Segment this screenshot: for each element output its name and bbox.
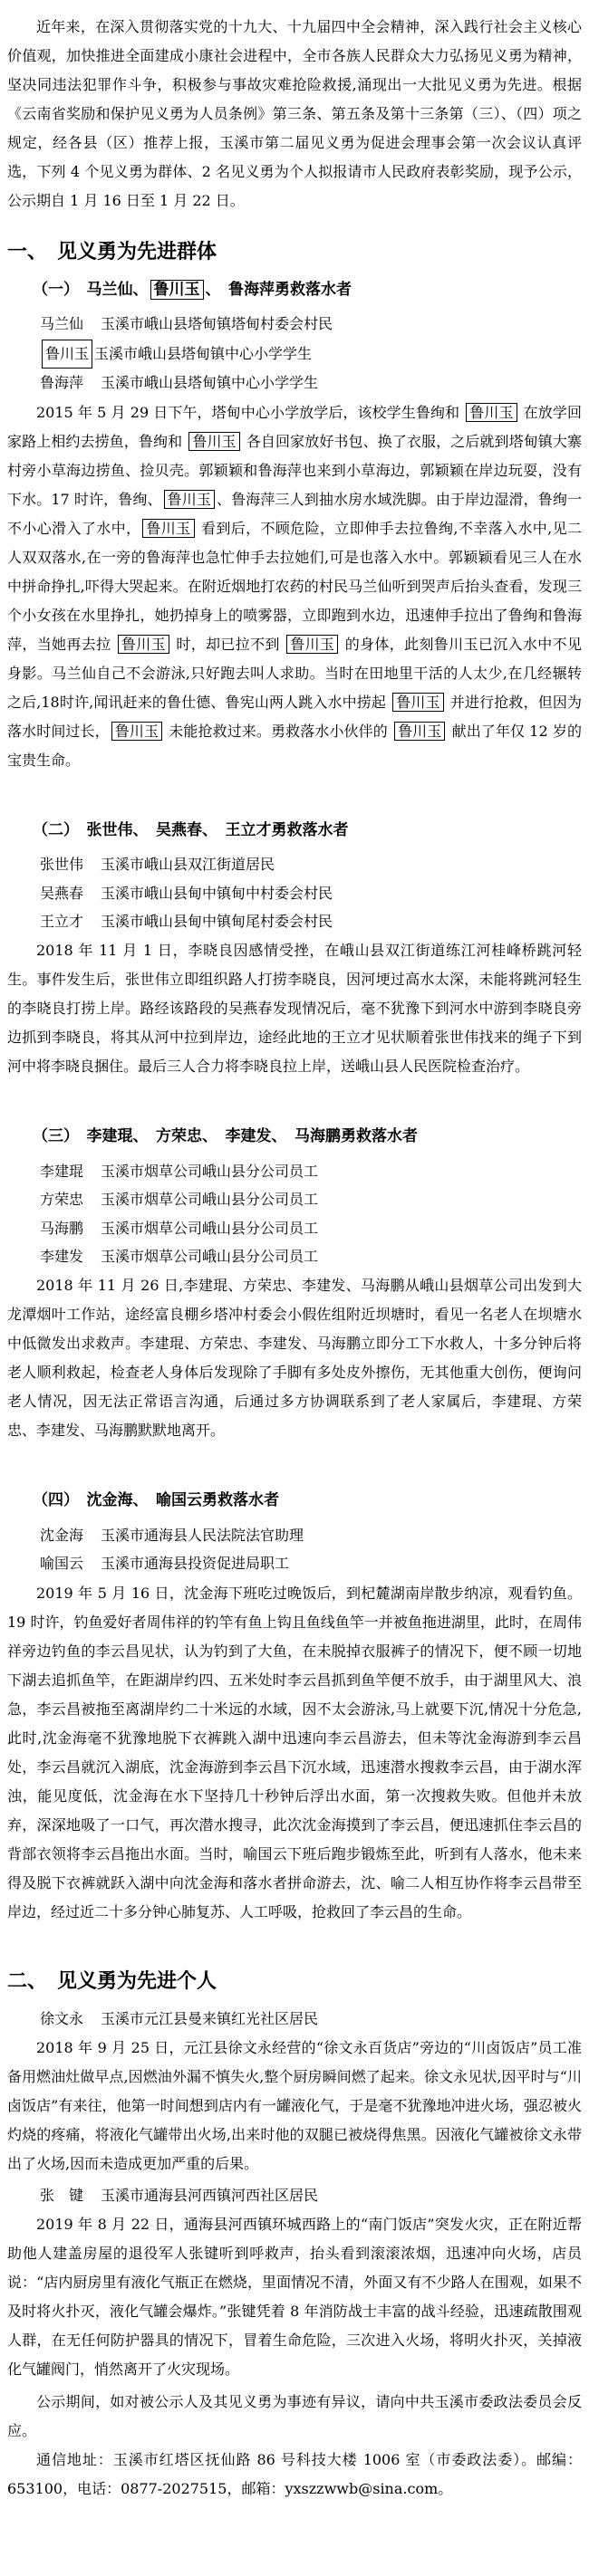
member-affiliation: 玉溪市烟草公司峨山县分公司员工: [101, 1191, 319, 1209]
group-4-member-list: [7, 1522, 582, 1578]
group-3: [7, 1123, 582, 1445]
member-affiliation: 玉溪市烟草公司峨山县分公司员工: [101, 1219, 319, 1237]
group-4-narrative: 2019 年 5 月 16 日，沈金海下班吃过晚饭后，到杞麓湖南岸散步纳凉，观看钓鱼。19 时许，钓鱼爱好者周伟祥的钓竿有鱼上钩且鱼线鱼竿一并被鱼拖进湖里，此时，在周伟祥旁边钓鱼的李云昌见状，认为钓到了大鱼，在未脱掉衣服裤子的情况下，便不顾一切地下湖去追抓鱼竿，在距湖岸约四、五米处时李云昌抓到鱼竿便不放手，由于湖里风大、浪急，李云昌被拖至离湖岸约二十米远的水域，因不太会游泳,马上就要下沉,情况十分危急,此时,沈金海毫不犹豫地脱下衣裤跳入湖中迅速向李云昌游去，但未等沈金海游到李云昌处，李云昌就沉入湖底，沈金海游到李云昌下沉水域，迅速潜水搜救李云昌，由于湖水浑浊，能见度低，沈金海在水下坚持几十秒钟后浮出水面，第一次搜救失败。但他并未放弃，深深地吸了一口气，再次潜水搜寻，此次沈金海摸到了李云昌，便迅速抓住李云昌的背部衣领将李云昌拖出水面。当时，喻国云下班后跑步锻炼至此，听到有人落水，他未来得及脱下衣裤就跃入湖中向沈金海和落水者拼命游去，沈、喻二人相互协作将李云昌带至岸边，经过近二十多分钟心肺复苏、人工呼吸，抢救回了李云昌的生命。: [7, 1584, 582, 1920]
member-affiliation: 玉溪市峨山县塔甸镇塔甸村委会村民: [101, 315, 333, 333]
member-name: 方荣忠: [40, 1191, 84, 1209]
group-3-narrative: 2018 年 11 月 26 日,李建琨、方荣忠、李建发、马海鹏从峨山县烟草公司出发到大龙潭烟叶工作站，途经富良棚乡塔冲村委会小假佐组附近坝塘时，看见一名老人在坝塘水中低微发出求救声。李建琨、方荣忠、李建发、马海鹏立即分工下水救人，十多分钟后将老人顺利救起，检查老人身体后发现除了手脚有多处皮外擦伤，无其他重大创伤，便询问老人情况，因无法正常语言沟通，后通过多方协调联系到了老人家属后，李建琨、方荣忠、李建发、马海鹏默默地离开。: [7, 1277, 582, 1440]
boxed-name: 鲁川玉: [466, 403, 517, 422]
member-row: [7, 908, 582, 935]
member-affiliation: 玉溪市通海县河西镇河西社区居民: [101, 2187, 319, 2205]
member-row: [7, 2006, 582, 2033]
member-row: [7, 311, 582, 338]
individual-1: [7, 2006, 582, 2179]
group-3-subheading: （三） 李建琨、 方荣忠、 李建发、 马海鹏勇救落水者: [33, 1127, 418, 1146]
group-2: [7, 817, 582, 1082]
member-row: [7, 1243, 582, 1270]
member-row: [7, 369, 582, 397]
group-2-member-list: [7, 851, 582, 935]
member-row: [7, 1522, 582, 1549]
member-row: [7, 1158, 582, 1185]
member-row: [7, 2182, 582, 2209]
member-affiliation: 玉溪市峨山县塔甸镇中心小学学生: [101, 374, 319, 392]
member-row: [7, 1215, 582, 1242]
group-1: [7, 276, 582, 775]
member-name: 马海鹏: [40, 1219, 84, 1237]
individual-2-narrative: 2019 年 8 月 22 日，通海县河西镇环城西路上的“南门饭店”突发火灾，正在附近帮助他人建盖房屋的退役军人张键听到呼救声，抬头看到滚滚浓烟，迅速冲向火场，店员说：“店内厨房里有液化气瓶正在燃烧，里面情况不清，外面又有不少路人在围观，如果不及时将火扑灭，液化气罐会爆炸。”张键凭着 8 年消防战士丰富的战斗经验，迅速疏散围观人群，在无任何防护器具的情况下，冒着生命危险，三次进入火场，将明火扑灭，关掉液化气罐阀门，悄然离开了火灾现场。: [7, 2216, 582, 2379]
member-name: 马兰仙: [40, 315, 84, 333]
group-1-subheading: （一） 马兰仙、 鲁川玉 、 鲁海萍勇救落水者: [33, 280, 352, 299]
member-name: 喻国云: [40, 1555, 84, 1573]
section-heading-individuals: 二、 见义勇为先进个人: [7, 1969, 217, 1993]
boxed-name: 鲁川玉: [164, 490, 215, 509]
member-affiliation: 玉溪市峨山县甸中镇甸尾村委会村民: [101, 912, 333, 930]
boxed-name: 鲁川玉: [142, 519, 194, 538]
member-affiliation: 玉溪市烟草公司峨山县分公司员工: [101, 1162, 319, 1180]
contact-paragraph: 通信地址：玉溪市红塔区抚仙路 86 号科技大楼 1006 室（市委政法委）。邮编：653100，电话：0877-2027515，邮箱：yxszzwwb@sina.com。: [7, 2451, 582, 2498]
intro-paragraph: 近年来，在深入贯彻落实党的十九大、十九届四中全会精神，深入践行社会主义核心价值观，加快推进全面建成小康社会进程中，全市各族人民群众大力弘扬见义勇为精神，坚决同违法犯罪作斗争，积极参与事故灾难抢险救援,涌现出一大批见义勇为先进。根据《云南省奖励和保护见义勇为人员条例》第三条、第五条及第十三条第（三）、（四）项之规定，经各县（区）推荐上报，玉溪市第二届见义勇为促进会理事会第一次会议认真评选，下列 4 个见义勇为群体、2 名见义勇为个人拟报请市人民政府表彰奖励，现予公示，公示期自 1 月 16 日至 1 月 22 日。: [7, 18, 582, 209]
member-name: 沈金海: [40, 1527, 84, 1545]
member-affiliation: 玉溪市峨山县甸中镇甸中村委会村民: [101, 884, 333, 902]
member-name: 李建发: [40, 1248, 84, 1266]
member-name: 张 键: [40, 2187, 84, 2205]
member-name: 鲁川玉: [42, 340, 92, 369]
member-affiliation: 玉溪市峨山县双江街道居民: [101, 856, 275, 874]
member-name: 王立才: [40, 912, 84, 930]
member-row: [7, 1186, 582, 1213]
member-name: 李建琨: [40, 1162, 84, 1180]
member-affiliation: 玉溪市峨山县塔甸镇中心小学学生: [94, 344, 313, 362]
boxed-name: 鲁川玉: [286, 635, 338, 654]
member-affiliation: 玉溪市元江县曼来镇红光社区居民: [101, 2009, 319, 2027]
group-1-member-list: [7, 311, 582, 397]
individual-2: [7, 2182, 582, 2384]
member-row: [7, 1550, 582, 1577]
member-affiliation: 玉溪市通海县投资促进局职工: [101, 1555, 290, 1573]
boxed-name: 鲁川玉: [394, 722, 445, 741]
member-row: [7, 880, 582, 907]
member-row: [7, 340, 582, 369]
member-name: 鲁海萍: [40, 374, 84, 392]
group-2-subheading: （二） 张世伟、 吴燕春、 王立才勇救落水者: [33, 820, 349, 839]
member-name: 吴燕春: [40, 884, 84, 902]
member-name: 徐文永: [40, 2009, 84, 2027]
group-4-subheading: （四） 沈金海、 喻国云勇救落水者: [33, 1491, 279, 1510]
individual-1-narrative: 2018 年 9 月 25 日，元江县徐文永经营的“徐文永百货店”旁边的“川卤饭店”员工准备用燃油灶做早点,因燃油外漏不慎失火,整个厨房瞬间燃了起来。徐文永见状,因平时与“川卤饭店”有来往，他第一时间想到店内有一罐液化气，于是毫不犹豫地冲进火场，强忍被火灼烧的疼痛，将液化气罐带出火场,出来时他的双腿已被烧得焦黑。因液化气罐被徐文永带出了火场,因而未造成更加严重的后果。: [7, 2039, 582, 2173]
group-3-member-list: [7, 1158, 582, 1271]
objection-paragraph: 公示期间，如对被公示人及其见义勇为事迹有异议，请向中共玉溪市委政法委员会反应。: [7, 2393, 582, 2440]
group-2-narrative: 2018 年 11 月 1 日，李晓良因感情受挫，在峨山县双江街道练江河桂峰桥跳河轻生。事件发生后，张世伟立即组织路人打捞李晓良，因河埂过高水太深，未能将跳河轻生的李晓良打捞上岸。路经该路段的吴燕春发现情况后，毫不犹豫下到河水中游到李晓良旁边抓到李晓良，将其从河中拉到岸边，途经此地的王立才见状顺着张世伟找来的绳子下到河中将李晓良捆住。最后三人合力将李晓良拉上岸，送峨山县人民医院检查治疗。: [7, 942, 582, 1076]
member-name: 张世伟: [40, 856, 84, 874]
boxed-name: 鲁川玉: [118, 635, 169, 654]
boxed-name: 鲁川玉: [392, 693, 443, 712]
member-affiliation: 玉溪市烟草公司峨山县分公司员工: [101, 1248, 319, 1266]
boxed-name: 鲁川玉: [150, 280, 204, 300]
boxed-name: 鲁川玉: [188, 432, 239, 451]
boxed-name: 鲁川玉: [111, 722, 162, 741]
member-affiliation: 玉溪市通海县人民法院法官助理: [101, 1527, 304, 1545]
group-1-narrative: 2015 年 5 月 29 日下午，塔甸中心小学放学后，该校学生鲁绚和 鲁川玉 在放学回家路上相约去捞鱼，鲁绚和 鲁川玉 各自回家放好书包、换了衣服，之后就到塔甸镇大寨村旁小草海边捞鱼、捡贝壳。郭颖颖和鲁海萍也来到小草海边，郭颖颖在岸边玩耍，没有下水。17 时许，鲁绚、 鲁川玉 、鲁海萍三人到抽水房水域洗脚。由于岸边湿滑，鲁绚一不小心滑入了水中， 鲁川玉 看到后，不顾危险，立即伸手去拉鲁绚,不幸落入水中,见二人双双落水,在一旁的鲁海萍也急忙伸手去拉她们,可是也落入水中。郭颖颖看见三人在水中拼命挣扎,吓得大哭起来。在附近烟地打农药的村民马兰仙听到哭声后抬头查看，发现三个小女孩在水里挣扎，她扔掉身上的喷雾器，立即跑到水边，迅速伸手拉出了鲁绚和鲁海萍，当她再去拉 鲁川玉 时，却已拉不到 鲁川玉 的身体，此刻鲁川玉已沉入水中不见身影。马兰仙自己不会游泳,只好跑去叫人求助。当时在田地里干活的人太少,在几经辗转之后,18时许,闻讯赶来的鲁仕德、鲁宪山两人跳入水中捞起 鲁川玉 并进行抢救，但因为落水时间过长， 鲁川玉 未能抢救过来。勇救落水小伙伴的 鲁川玉 献出了年仅 12 岁的宝贵生命。: [7, 403, 582, 769]
section-heading-groups: 一、 见义勇为先进群体: [7, 241, 217, 263]
group-4: [7, 1487, 582, 1926]
member-row: [7, 851, 582, 878]
